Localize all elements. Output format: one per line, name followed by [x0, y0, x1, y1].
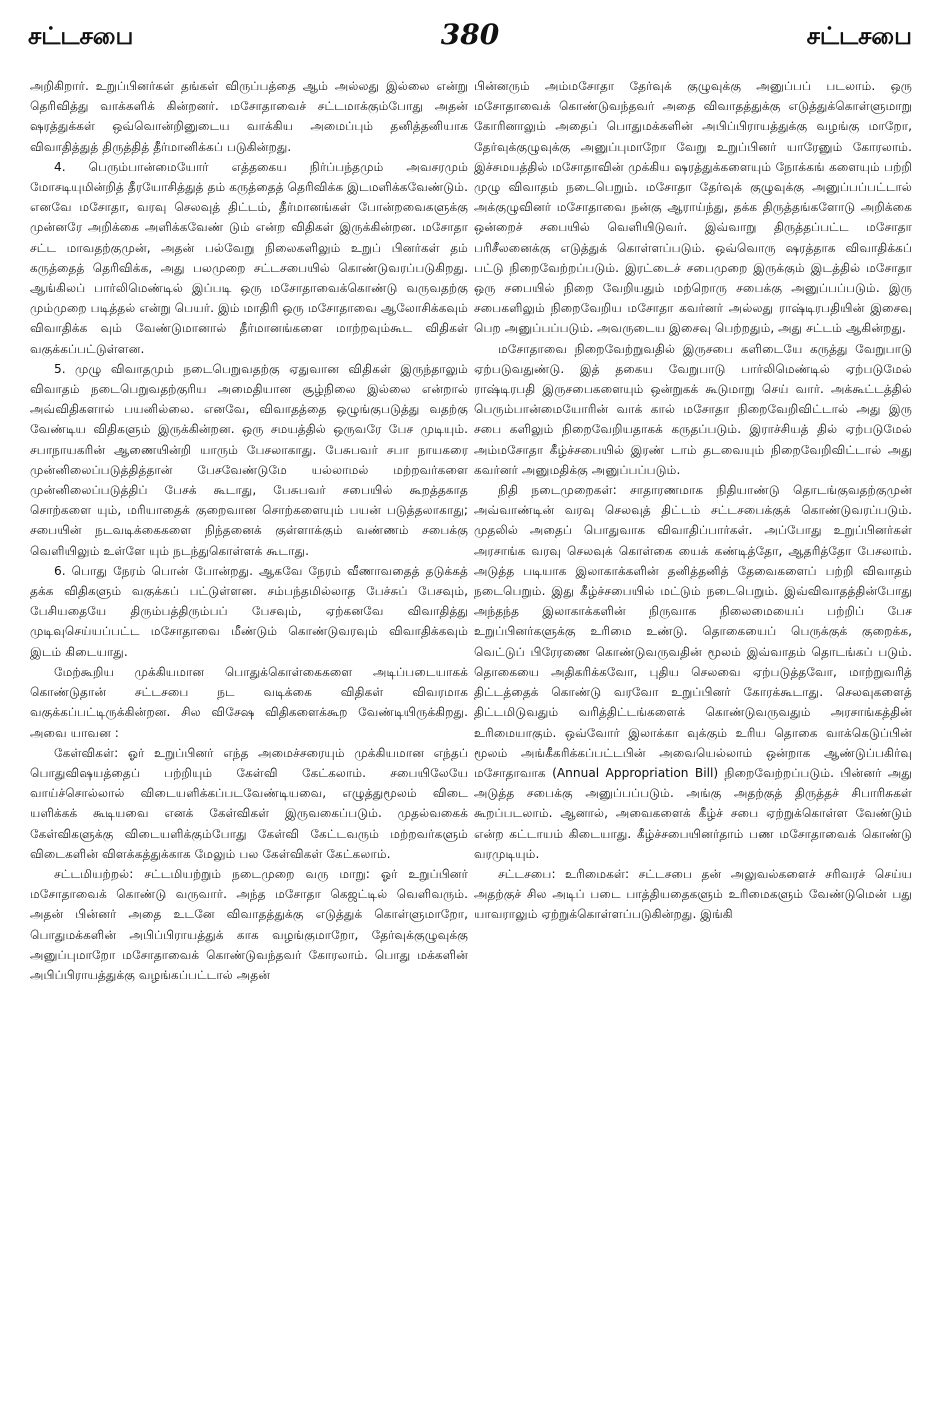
page-number: 380: [440, 18, 500, 51]
running-head-right: சட்டசபை: [806, 22, 912, 50]
paragraph-privileges: சட்டசபை: உரிமைகள்: சட்டசபை தன் அலுவல்களைச் சரிவரச் செய்ய அதற்குச் சில அடிப் படை பாத்தியதைகளும் உரிமைகளும் வேண்டுமென் பது யாவராலும் ஏற்றுக்கொள்ளப்படுகின்றது. இங்கி: [474, 866, 912, 922]
paragraph-point-4: 4. பெரும்பான்மையோர் எத்தகைய நிர்ப்பந்தமும் அவசரமும் மோசடியுமின்றித் தீரயோசித்துத் தம் கருத்தைத் தெரிவிக்க இடமளிக்கவேண்டும். எனவே மசோதா, வரவு செலவுத் திட்டம், தீர்மானங்கள் போன்றவைகளுக்கு முன்னரே அறிக்கை அளிக்கவேண் டும் என்ற விதிகள் இருக்கின்றன. மசோதா சட்ட மாவதற்குமுன், அதன் பல்வேறு நிலைகளிலும் உறுப் பினர்கள் தம் கருத்தைத் தெரிவிக்க, அது பலமுறை சட்டசபையில் கொண்டுவரப்படுகிறது. ஆங்கிலப் பார்லிமெண்டில் இப்படி ஒரு மசோதாவைக்கொண்டு வருவதற்கு மும்முறை படித்தல் என்று பெயர். இம் மாதிரி ஒரு மசோதாவை ஆலோசிக்கவும் விவாதிக்க வும் வேண்டுமானால் தீர்மானங்களை மாற்றவும்கூட விதிகள் வகுக்கப்பட்டுள்ளன.: [30, 159, 468, 356]
paragraph-rules-intro: மேற்கூறிய முக்கியமான பொதுக்கொள்கைகளை அடிப்படையாகக் கொண்டுதான் சட்டசபை நட வடிக்கை விதிகள் விவரமாக வகுக்கப்பட்டிருக்கின்றன. சில விசேஷ விதிகளைக்கூற வேண்டியிருக்கிறது. அவை யாவன :: [30, 664, 468, 740]
running-head-left: சட்டசபை: [28, 22, 134, 50]
paragraph-point-5: 5. முழு விவாதமும் நடைபெறுவதற்கு ஏதுவான விதிகள் இருந்தாலும் விவாதம் நடைபெறுவதற்குரிய அமைதியான சூழ்நிலை இல்லை என்றால் அவ்விதிகளால் பயனில்லை. எனவே, விவாதத்தை ஒழுங்குபடுத்து வதற்கு வேண்டிய விதிகளும் இருக்கின்றன. ஒரு சமயத்தில் ஒருவரே பேச முடியும். சபாநாயகரின் ஆணையின்றி யாரும் பேசலாகாது. பேசுபவர் சபா நாயகரை முன்னிலைப்படுத்தித்தான் பேசவேண்டுமே யல்லாமல் மற்றவர்களை முன்னிலைப்படுத்திப் பேசக் கூடாது, பேசுபவர் சபையில் கூறத்தகாத சொற்களை யும், மரியாதைக் குறைவான சொற்களையும் பயன் படுத்தலாகாது; சபையின் நடவடிக்கைகளை நிந்தனைக் குள்ளாக்கும் வண்ணம் சபைக்கு வெளியிலும் உள்ளே யும் நடந்துகொள்ளக் கூடாது.: [30, 361, 468, 558]
page-header: [28, 18, 912, 62]
paragraph-point-6: 6. பொது நேரம் பொன் போன்றது. ஆகவே நேரம் வீணாவதைத் தடுக்கத் தக்க விதிகளும் வகுக்கப் பட்டுள்ளன. சம்பந்தமில்லாத பேச்சுப் பேசவும், பேசியதையே திரும்பத்திரும்பப் பேசவும், ஏற்கனவே விவாதித்து முடிவுசெய்யப்பட்ட மசோதாவை மீண்டும் கொண்டுவரவும் விவாதிக்கவும் இடம் கிடையாது.: [30, 563, 468, 659]
paragraph-questions: கேள்விகள்: ஓர் உறுப்பினர் எந்த அமைச்சரையும் முக்கியமான எந்தப் பொதுவிஷயத்தைப் பற்றியும் கேள்வி கேட்கலாம். சபையிலேயே வாய்ச்சொல்லால் விடையளிக்கப்படவேண்டியவை, எழுத்துமூலம் விடை யளிக்கக் கூடியவை எனக் கேள்விகள் இருவகைப்படும். முதல்வகைக் கேள்விகளுக்கு விடையளிக்கும்போது கேள்வி கேட்டவரும் மற்றவர்களும் விடைகளின் விளக்கத்துக்காக மேலும் பல கேள்விகள் கேட்கலாம்.: [30, 745, 468, 861]
paragraph: அறிகிறார். உறுப்பினர்கள் தங்கள் விருப்பத்தை ஆம் அல்லது இல்லை என்று தெரிவித்து வாக்களிக் கின்றனர். மசோதாவைச் சட்டமாக்கும்போது அதன் ஷரத்துக்கள் ஒவ்வொன்றினுடைய வாக்கிய அமைப்பும் தனித்தனியாக விவாதித்துத் திருத்தித் தீர்மானிக்கப் படுகின்றது.: [30, 79, 468, 154]
paragraph: பின்னரும் அம்மசோதா தேர்வுக் குழுவுக்கு அனுப்பப் படலாம். ஒரு மசோதாவைக் கொண்டுவந்தவர் அதை விவாதத்துக்கு எடுத்துக்கொள்ளுமாறு கோரினாலும் அதைப் பொதுமக்களின் அபிப்பிராயத்துக்கு வழங்கு மாறோ, தேர்வுக்குழுவுக்கு அனுப்புமாறோ வேறு உறுப்பினர் யாரேனும் கோரலாம். இச்சமயத்தில் மசோதாவின் முக்கிய ஷரத்துக்களையும் நோக்கங் களையும் பற்றி முழு விவாதம் நடைபெறும். மசோதா தேர்வுக் குழுவுக்கு அனுப்பப்பட்டால் அக்குழுவினர் மசோதாவை நன்கு ஆராய்ந்து, தக்க திருத்தங்களோடு அறிக்கை ஒன்றைச் சபையில் வெளியிடுவர். இவ்வாறு திருத்தப்பட்ட மசோதா பரிசீலனைக்கு எடுத்துக் கொள்ளப்படும். ஒவ்வொரு ஷரத்தாக விவாதிக்கப் பட்டு நிறைவேற்றப்படும். இரட்டைச் சபைமுறை இருக்கும் இடத்தில் மசோதா ஒரு சபையில் நிறை வேறியதும் மற்றொரு சபைக்கு அனுப்பப்படும். இரு சபைகளிலும் நிறைவேறிய மசோதா கவர்னர் அல்லது ராஷ்டிரபதியின் இசைவு பெற அனுப்பப்படும். அவருடைய இசைவு பெற்றதும், அது சட்டம் ஆகின்றது.: [474, 79, 912, 336]
paragraph-law-making: சட்டமியற்றல்: சட்டமியற்றும் நடைமுறை வரு மாறு: ஓர் உறுப்பினர் மசோதாவைக் கொண்டு வருவார். அந்த மசோதா கெஜட்டில் வெளிவரும். அதன் பின்னர் அதை உடனே விவாதத்துக்கு எடுத்துக் கொள்ளுமாறோ, பொதுமக்களின் அபிப்பிராயத்துக் காக வழங்குமாறோ, தேர்வுக்குழுவுக்கு அனுப்புமாறோ மசோதாவைக் கொண்டுவந்தவர் கோரலாம். பொது மக்களின் அபிப்பிராயத்துக்கு வழங்கப்பட்டால் அதன்: [30, 866, 468, 982]
paragraph-finance-procedures: நிதி நடைமுறைகள்: சாதாரணமாக நிதியாண்டு தொடங்குவதற்குமுன் அவ்வாண்டின் வரவு செலவுத் திட்டம் சட்டசபைக்குக் கொண்டுவரப்படும். முதலில் அதைப் பொதுவாக விவாதிப்பார்கள். அப்போது உறுப்பினர்கள் அரசாங்க வரவு செலவுக் கொள்கை யைக் கண்டித்தோ, ஆதரித்தோ பேசலாம். அடுத்த படியாக இலாகாக்களின் தனித்தனித் தேவைகளைப் பற்றி விவாதம் நடைபெறும். இது கீழ்ச்சபையில் மட்டும் நடைபெறும். இவ்விவாதத்தின்போது அந்தந்த இலாகாக்களின் நிருவாக நிலைமையைப் பற்றிப் பேச உறுப்பினர்களுக்கு உரிமை உண்டு. தொகையைப் பெருக்குக் குறைக்க, வெட்டுப் பிரேரணை கொண்டுவருவதின் மூலம் இவ்வாதம் தொடங்கப் படும். தொகையை அதிகரிக்கவோ, புதிய செலவை ஏற்படுத்தவோ, மாற்றுவரித் திட்டத்தைக் கொண்டு வரவோ உறுப்பினர் கோரக்கூடாது. செலவுகளைத் திட்டமிடுவதும் வரித்திட்டங்களைக் கொண்டுவருவதும் அரசாங்கத்தின் உரிமையாகும். ஒவ்வோர் இலாக்கா வுக்கும் உரிய தொகை வாக்கெடுப்பின் மூலம் அங்கீகரிக்கப்பட்டபின் அவையெல்லாம் ஒன்றாக ஆண்டுப்பகிர்வு மசோதாவாக (Annual Appropriation Bill) நிறைவேற்றப்படும். பின்னர் அது அடுத்த சபைக்கு அனுப்பப்படும். அங்கு அதற்குத் திருத்தச் சிபாரிசுகள் கூறப்படலாம். ஆனால், அவைகளைக் கீழ்ச் சபை ஏற்றுக்கொள்ள வேண்டும் என்ற கட்டாயம் கிடையாது. கீழ்ச்சபையினர்தாம் பண மசோதாவைக் கொண்டு வரமுடியும்.: [474, 483, 912, 861]
paragraph-joint-session: மசோதாவை நிறைவேற்றுவதில் இருசபை களிடையே கருத்து வேறுபாடு ஏற்படுவதுண்டு. இத் தகைய வேறுபாடு பார்லிமெண்டில் ஏற்படுமேல் ராஷ்டிரபதி இருசபைகளையும் ஒன்றுகக் கூடுமாறு செய் வார். அக்கூட்டத்தில் பெரும்பான்மையோரின் வாக் கால் மசோதா நிறைவேறிவிட்டால் அது இரு சபை களிலும் நிறைவேறியதாகக் கருதப்படும். இராச்சியத் தில் ஏற்படுமேல் அம்மசோதா கீழ்ச்சபையில் இரண் டாம் தடவையும் நிறைவேறிவிட்டால் அது கவர்னர் அனுமதிக்கு அனுப்பப்படும்.: [474, 341, 912, 477]
left-column: [30, 76, 468, 985]
right-column: [474, 76, 912, 925]
